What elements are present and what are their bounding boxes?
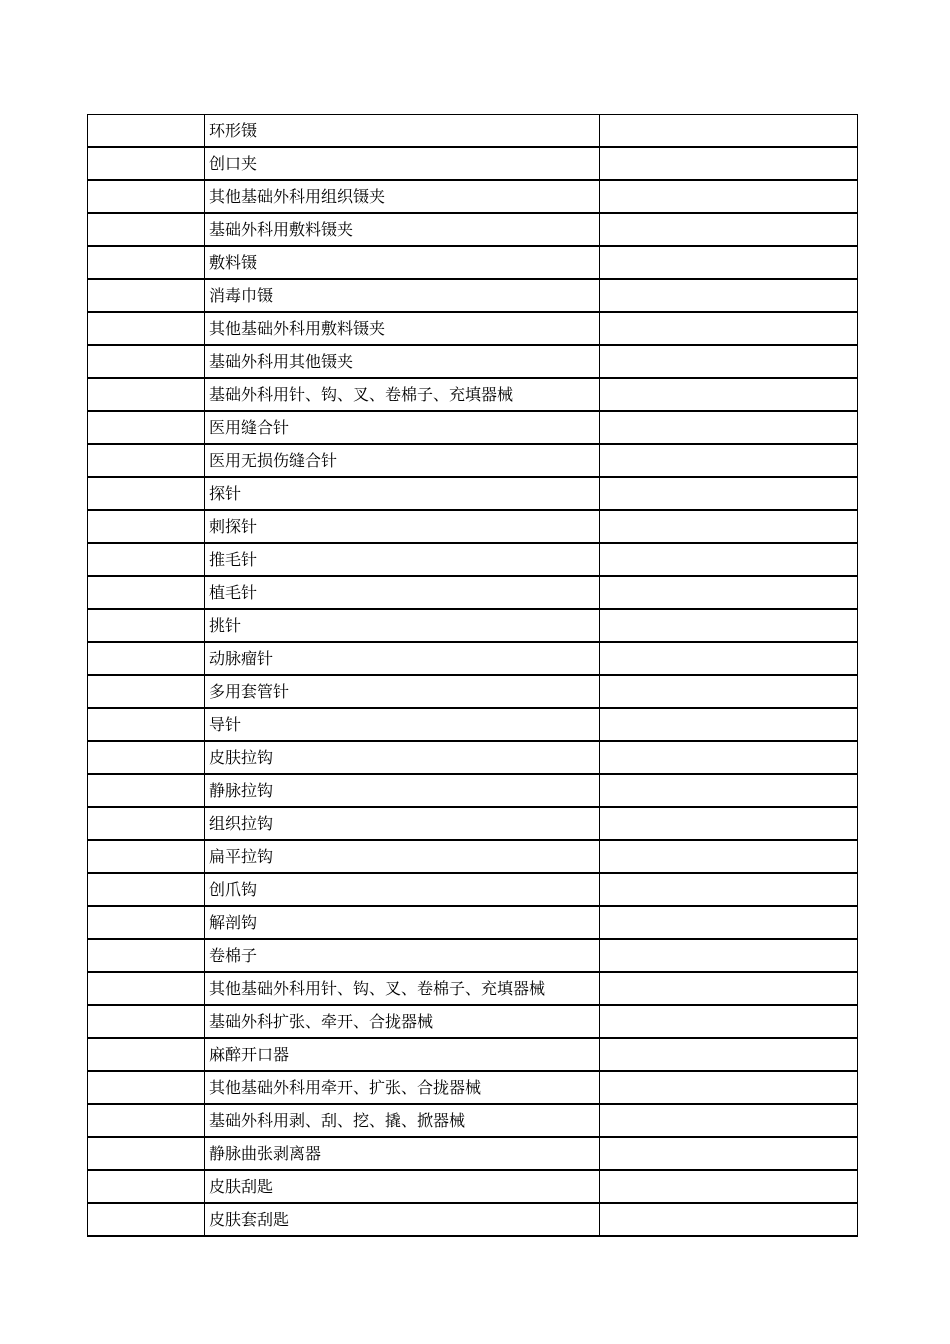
table-row bbox=[88, 1170, 858, 1203]
name-cell: 基础外科用针、钩、叉、卷棉子、充填器械 bbox=[205, 378, 600, 411]
code-cell bbox=[88, 246, 205, 279]
table-row bbox=[88, 345, 858, 378]
code-cell bbox=[88, 147, 205, 180]
remark-cell bbox=[600, 708, 858, 741]
table-row bbox=[88, 279, 858, 312]
code-cell bbox=[88, 774, 205, 807]
table-row bbox=[88, 1203, 858, 1236]
name-cell: 静脉拉钩 bbox=[205, 774, 600, 807]
remark-cell bbox=[600, 147, 858, 180]
table-row bbox=[88, 1038, 858, 1071]
remark-cell bbox=[600, 642, 858, 675]
remark-cell bbox=[600, 345, 858, 378]
code-cell bbox=[88, 378, 205, 411]
name-cell: 创爪钩 bbox=[205, 873, 600, 906]
name-cell: 其他基础外科用组织镊夹 bbox=[205, 180, 600, 213]
remark-cell bbox=[600, 1170, 858, 1203]
code-cell bbox=[88, 675, 205, 708]
table-row bbox=[88, 510, 858, 543]
code-cell bbox=[88, 906, 205, 939]
table-row bbox=[88, 576, 858, 609]
code-cell bbox=[88, 939, 205, 972]
code-cell bbox=[88, 642, 205, 675]
table-row bbox=[88, 543, 858, 576]
remark-cell bbox=[600, 1104, 858, 1137]
remark-cell bbox=[600, 411, 858, 444]
name-cell: 麻醉开口器 bbox=[205, 1038, 600, 1071]
name-cell: 多用套管针 bbox=[205, 675, 600, 708]
name-cell: 动脉瘤针 bbox=[205, 642, 600, 675]
code-cell bbox=[88, 1104, 205, 1137]
code-cell bbox=[88, 741, 205, 774]
table-row bbox=[88, 115, 858, 148]
code-cell bbox=[88, 510, 205, 543]
code-cell bbox=[88, 444, 205, 477]
remark-cell bbox=[600, 115, 858, 148]
code-cell bbox=[88, 609, 205, 642]
table-row bbox=[88, 1104, 858, 1137]
instrument-table bbox=[87, 114, 858, 1237]
table-row bbox=[88, 213, 858, 246]
name-cell: 其他基础外科用针、钩、叉、卷棉子、充填器械 bbox=[205, 972, 600, 1005]
table-row bbox=[88, 1137, 858, 1170]
code-cell bbox=[88, 972, 205, 1005]
code-cell bbox=[88, 477, 205, 510]
name-cell: 消毒巾镊 bbox=[205, 279, 600, 312]
name-cell: 导针 bbox=[205, 708, 600, 741]
code-cell bbox=[88, 279, 205, 312]
name-cell: 卷棉子 bbox=[205, 939, 600, 972]
remark-cell bbox=[600, 543, 858, 576]
remark-cell bbox=[600, 840, 858, 873]
code-cell bbox=[88, 115, 205, 148]
code-cell bbox=[88, 543, 205, 576]
remark-cell bbox=[600, 873, 858, 906]
remark-cell bbox=[600, 312, 858, 345]
code-cell bbox=[88, 1203, 205, 1236]
name-cell: 环形镊 bbox=[205, 115, 600, 148]
code-cell bbox=[88, 807, 205, 840]
table-row bbox=[88, 1071, 858, 1104]
remark-cell bbox=[600, 972, 858, 1005]
name-cell: 组织拉钩 bbox=[205, 807, 600, 840]
name-cell: 解剖钩 bbox=[205, 906, 600, 939]
remark-cell bbox=[600, 939, 858, 972]
remark-cell bbox=[600, 180, 858, 213]
name-cell: 基础外科用剥、刮、挖、撬、掀器械 bbox=[205, 1104, 600, 1137]
table-row bbox=[88, 180, 858, 213]
name-cell: 创口夹 bbox=[205, 147, 600, 180]
remark-cell bbox=[600, 279, 858, 312]
remark-cell bbox=[600, 1137, 858, 1170]
table-row bbox=[88, 147, 858, 180]
table-row bbox=[88, 741, 858, 774]
code-cell bbox=[88, 708, 205, 741]
code-cell bbox=[88, 873, 205, 906]
name-cell: 探针 bbox=[205, 477, 600, 510]
remark-cell bbox=[600, 477, 858, 510]
name-cell: 医用缝合针 bbox=[205, 411, 600, 444]
name-cell: 敷料镊 bbox=[205, 246, 600, 279]
table-row bbox=[88, 609, 858, 642]
table-row bbox=[88, 807, 858, 840]
code-cell bbox=[88, 411, 205, 444]
code-cell bbox=[88, 576, 205, 609]
name-cell: 医用无损伤缝合针 bbox=[205, 444, 600, 477]
code-cell bbox=[88, 345, 205, 378]
name-cell: 挑针 bbox=[205, 609, 600, 642]
remark-cell bbox=[600, 741, 858, 774]
code-cell bbox=[88, 1005, 205, 1038]
remark-cell bbox=[600, 510, 858, 543]
instrument-table-body bbox=[88, 115, 858, 1237]
table-row bbox=[88, 840, 858, 873]
name-cell: 其他基础外科用牵开、扩张、合拢器械 bbox=[205, 1071, 600, 1104]
table-row bbox=[88, 312, 858, 345]
name-cell: 植毛针 bbox=[205, 576, 600, 609]
table-row bbox=[88, 642, 858, 675]
table-row bbox=[88, 708, 858, 741]
name-cell: 基础外科用其他镊夹 bbox=[205, 345, 600, 378]
table-row bbox=[88, 972, 858, 1005]
code-cell bbox=[88, 840, 205, 873]
table-row bbox=[88, 378, 858, 411]
code-cell bbox=[88, 1071, 205, 1104]
name-cell: 其他基础外科用敷料镊夹 bbox=[205, 312, 600, 345]
remark-cell bbox=[600, 378, 858, 411]
remark-cell bbox=[600, 609, 858, 642]
code-cell bbox=[88, 1137, 205, 1170]
table-row bbox=[88, 774, 858, 807]
name-cell: 皮肤刮匙 bbox=[205, 1170, 600, 1203]
table-row bbox=[88, 939, 858, 972]
code-cell bbox=[88, 180, 205, 213]
name-cell: 静脉曲张剥离器 bbox=[205, 1137, 600, 1170]
remark-cell bbox=[600, 1203, 858, 1236]
table-row bbox=[88, 411, 858, 444]
remark-cell bbox=[600, 1071, 858, 1104]
name-cell: 基础外科扩张、牵开、合拢器械 bbox=[205, 1005, 600, 1038]
remark-cell bbox=[600, 246, 858, 279]
table-row bbox=[88, 1005, 858, 1038]
name-cell: 推毛针 bbox=[205, 543, 600, 576]
code-cell bbox=[88, 213, 205, 246]
name-cell: 皮肤拉钩 bbox=[205, 741, 600, 774]
remark-cell bbox=[600, 1005, 858, 1038]
name-cell: 皮肤套刮匙 bbox=[205, 1203, 600, 1236]
name-cell: 基础外科用敷料镊夹 bbox=[205, 213, 600, 246]
remark-cell bbox=[600, 774, 858, 807]
remark-cell bbox=[600, 213, 858, 246]
code-cell bbox=[88, 1038, 205, 1071]
code-cell bbox=[88, 1170, 205, 1203]
code-cell bbox=[88, 312, 205, 345]
remark-cell bbox=[600, 675, 858, 708]
remark-cell bbox=[600, 576, 858, 609]
table-row bbox=[88, 675, 858, 708]
remark-cell bbox=[600, 444, 858, 477]
remark-cell bbox=[600, 807, 858, 840]
name-cell: 扁平拉钩 bbox=[205, 840, 600, 873]
table-row bbox=[88, 444, 858, 477]
remark-cell bbox=[600, 906, 858, 939]
table-row bbox=[88, 477, 858, 510]
table-row bbox=[88, 246, 858, 279]
table-row bbox=[88, 873, 858, 906]
table-row bbox=[88, 906, 858, 939]
name-cell: 刺探针 bbox=[205, 510, 600, 543]
remark-cell bbox=[600, 1038, 858, 1071]
